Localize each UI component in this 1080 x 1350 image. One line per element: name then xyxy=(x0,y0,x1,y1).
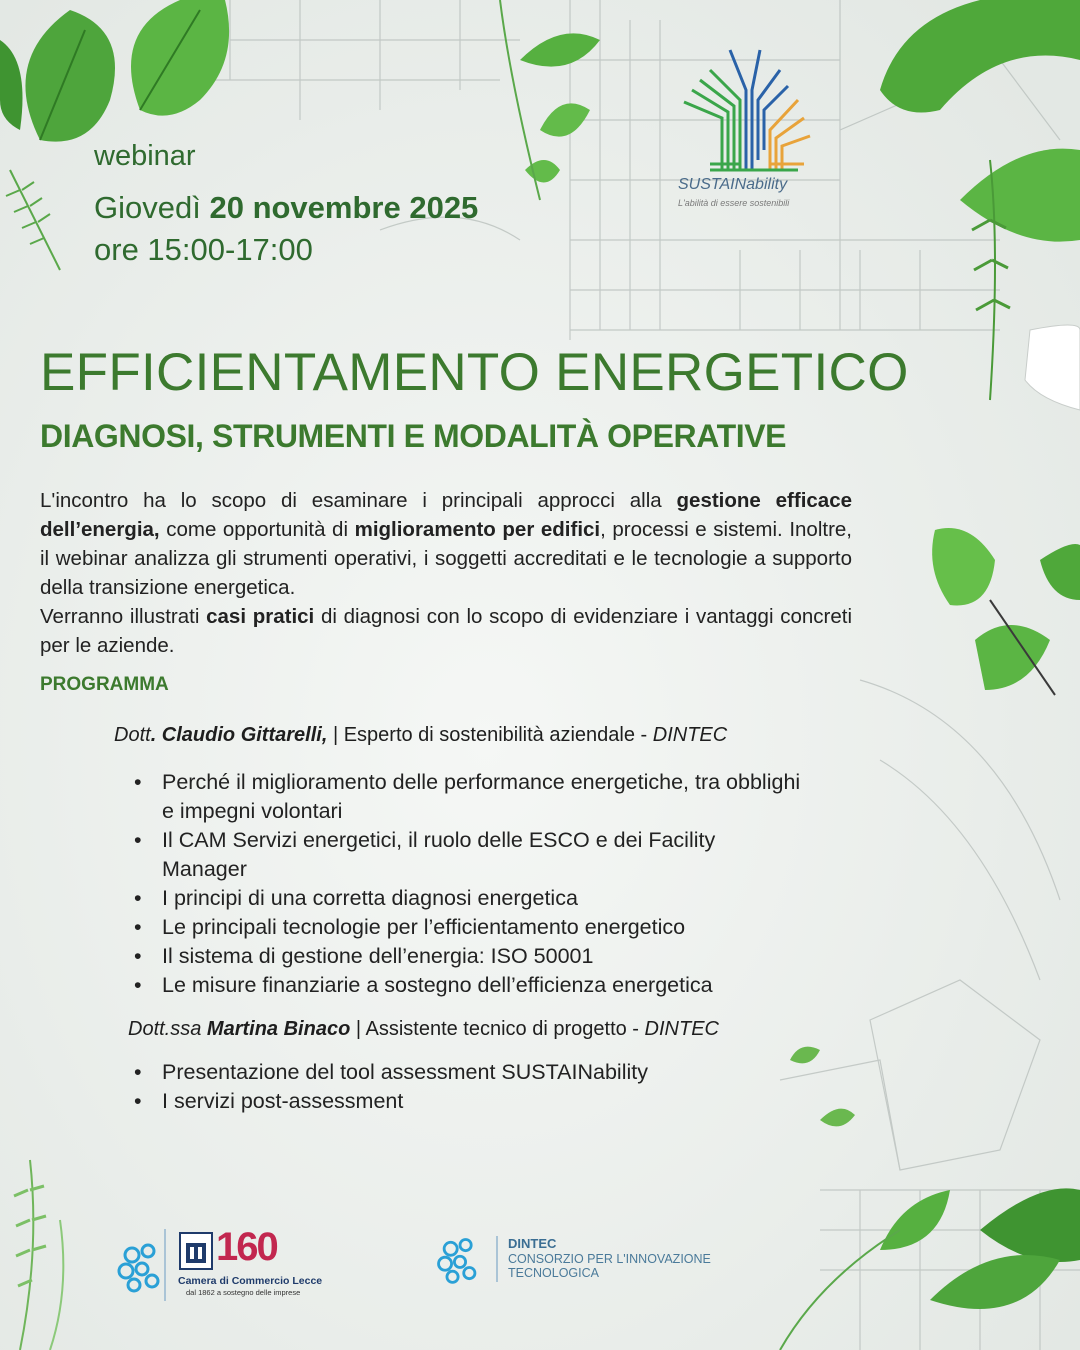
speaker-2-name: Martina Binaco xyxy=(206,1018,351,1040)
camera-commercio-logo xyxy=(112,1225,322,1305)
event-date xyxy=(94,190,478,226)
intro-paragraph-1 xyxy=(40,486,852,602)
camera-commercio-emblem-icon xyxy=(112,1237,172,1297)
intro-p2-b: casi pratici xyxy=(206,605,315,628)
anniversary-number: 160 xyxy=(216,1225,277,1269)
list-item: • Perché il miglioramento delle performance energetiche, tra obblighi e impegni volontari xyxy=(134,768,802,826)
intro-p1-c: come opportunità di xyxy=(159,518,355,541)
intro-p1-d: miglioramento per edifici xyxy=(354,518,601,541)
page-title: EFFICIENTAMENTO ENERGETICO xyxy=(40,343,909,402)
speaker-2-title: Dott.ssa xyxy=(128,1018,207,1040)
list-item: • Le misure finanziarie a sostegno dell’efficienza energetica xyxy=(134,971,802,1000)
speaker-1 xyxy=(114,724,727,747)
list-item: • Presentazione del tool assessment SUSTAINability xyxy=(134,1058,802,1087)
logo-tagline: L'abilità di essere sostenibili xyxy=(678,198,790,208)
intro-text xyxy=(40,486,852,660)
dintec-logo xyxy=(432,1232,732,1292)
page-subtitle: DIAGNOSI, STRUMENTI E MODALITÀ OPERATIVE xyxy=(40,418,787,454)
program-heading: PROGRAMMA xyxy=(40,674,169,695)
sustainability-logo xyxy=(670,40,820,215)
speaker-2-org: DINTEC xyxy=(644,1018,719,1040)
camera-commercio-name: Camera di Commercio Lecce xyxy=(178,1275,323,1287)
list-item: • Le principali tecnologie per l’efficientamento energetico xyxy=(134,913,802,942)
dintec-name: DINTEC xyxy=(508,1236,557,1251)
event-date-value: 20 novembre 2025 xyxy=(209,190,479,225)
event-time: ore 15:00-17:00 xyxy=(94,232,313,267)
speaker-1-name: . Claudio Gittarelli, xyxy=(150,724,328,746)
dintec-description: CONSORZIO PER L'INNOVAZIONE TECNOLOGICA xyxy=(508,1252,711,1280)
list-item: • Il CAM Servizi energetici, il ruolo delle ESCO e dei Facility Manager xyxy=(134,826,802,884)
intro-p1-a: L'incontro ha lo scopo di esaminare i principali approcci alla xyxy=(40,489,677,512)
speaker-1-role: | Esperto di sostenibilità aziendale - xyxy=(327,724,653,746)
speaker-2-topics xyxy=(134,1058,802,1116)
speaker-1-org: DINTEC xyxy=(652,724,728,746)
building-icon xyxy=(178,1231,214,1271)
intro-p2-c: di diagnosi con lo scopo di evidenziare i vantaggi concreti per le aziende. xyxy=(40,605,852,657)
event-type: webinar xyxy=(94,140,196,172)
list-item: • I servizi post-assessment xyxy=(134,1087,802,1116)
list-item: • I principi di una corretta diagnosi energetica xyxy=(134,884,802,913)
intro-p1-e: , processi e sistemi. Inoltre, il webinar analizza gli strumenti operativi, i soggetti accreditati e le tecnologie a supporto della transizione energetica. xyxy=(40,518,852,599)
intro-paragraph-2 xyxy=(40,602,852,660)
event-date-prefix: Giovedì xyxy=(94,190,201,225)
logo-brand: SUSTAINability xyxy=(678,176,788,193)
list-item: • Il sistema di gestione dell’energia: ISO 50001 xyxy=(134,942,802,971)
speaker-1-topics xyxy=(134,768,802,1000)
speaker-2-role: | Assistente tecnico di progetto - xyxy=(350,1018,645,1040)
intro-p2-a: Verranno illustrati xyxy=(40,605,207,628)
intro-p1-b: gestione efficace dell’energia, xyxy=(40,489,853,541)
camera-commercio-subtitle: dal 1862 a sostegno delle imprese xyxy=(186,1288,301,1297)
tree-logo-icon xyxy=(670,40,820,175)
dintec-emblem-icon xyxy=(432,1232,488,1288)
speaker-1-title: Dott xyxy=(114,724,151,746)
speaker-2 xyxy=(128,1018,719,1041)
